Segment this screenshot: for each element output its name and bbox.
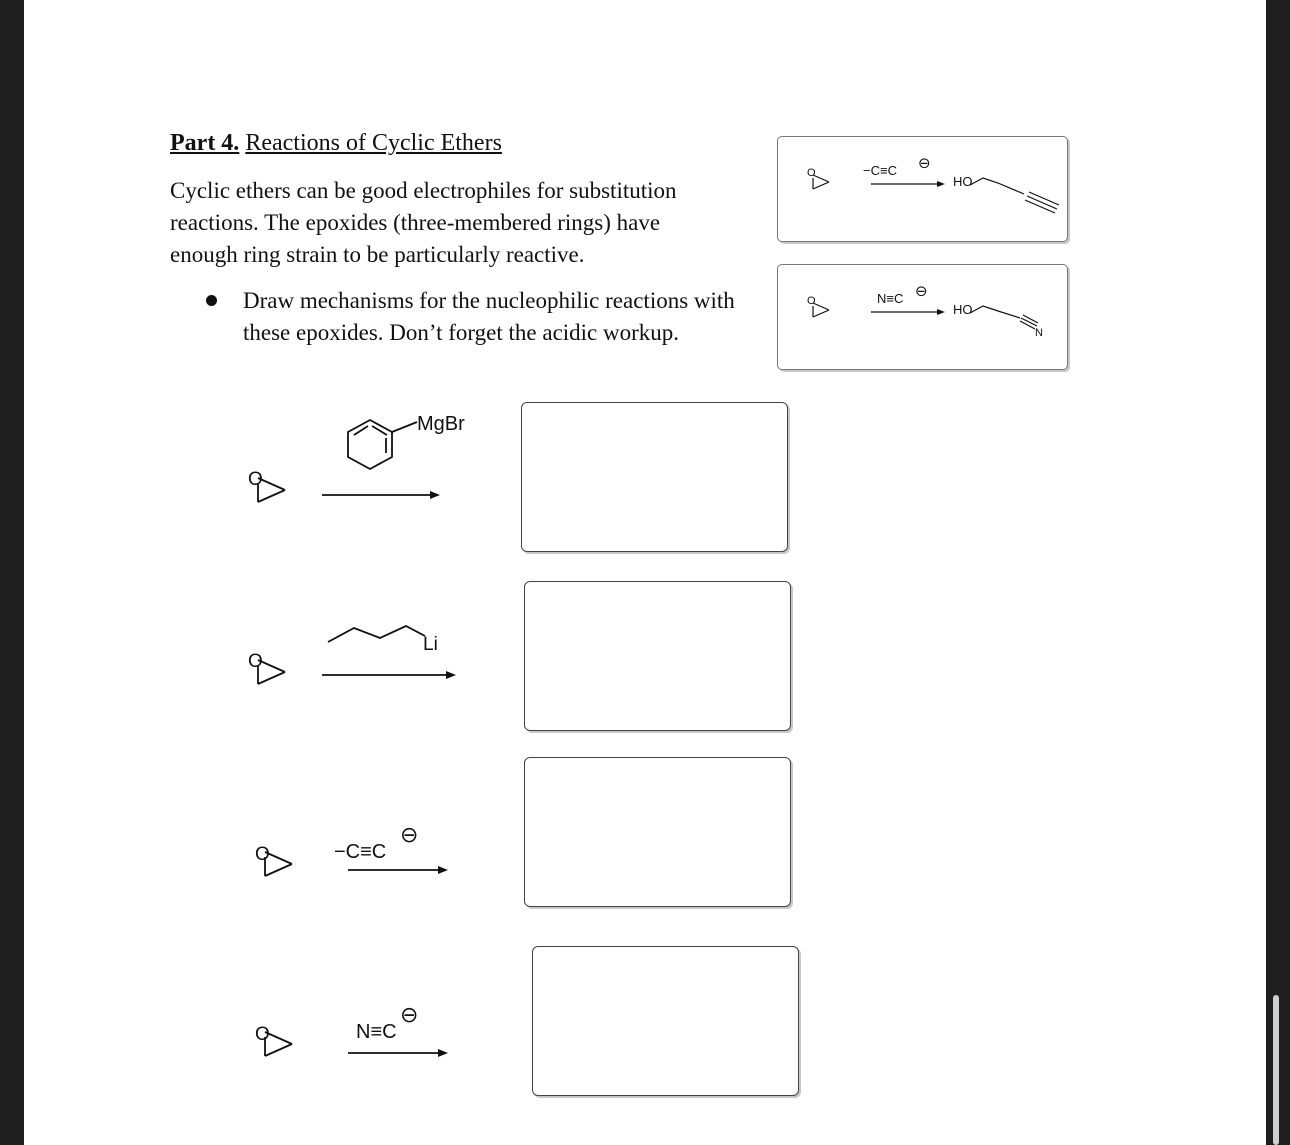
reaction-3-reagent: −C≡C bbox=[334, 841, 387, 863]
example-2-product-label: HO bbox=[953, 302, 973, 317]
answer-box-3[interactable] bbox=[524, 757, 791, 907]
reaction-4-charge: ⊖ bbox=[400, 1002, 419, 1027]
intro-paragraph: Cyclic ethers can be good electrophiles for substitution reactions. The epoxides (three-membered rings) have enough ring strain to be particularly reactive. bbox=[170, 178, 677, 267]
arrow-head bbox=[446, 671, 456, 679]
example-1-product-label: HO bbox=[953, 174, 973, 189]
reaction-3-charge: ⊖ bbox=[400, 822, 419, 847]
epoxide-oxygen-label: O bbox=[248, 651, 263, 672]
example-1-charge: ⊖ bbox=[918, 155, 931, 172]
reaction-1-reagent: MgBr bbox=[417, 413, 465, 435]
epoxide-oxygen-label: O bbox=[248, 469, 263, 490]
bullet-dot bbox=[206, 295, 217, 306]
reaction-4-scheme bbox=[230, 995, 510, 1105]
reaction-2-scheme bbox=[230, 610, 510, 720]
heading-number: Part 4. bbox=[170, 130, 240, 156]
epoxide-oxygen-label: O bbox=[807, 167, 816, 179]
arrow-head bbox=[438, 866, 448, 874]
benzene-ring bbox=[348, 420, 417, 469]
epoxide-oxygen-label: O bbox=[255, 1024, 270, 1045]
reaction-1-scheme bbox=[230, 405, 510, 515]
example-1-reagent: −C≡C bbox=[863, 163, 897, 178]
example-2-scheme bbox=[777, 264, 1067, 369]
arrow-head bbox=[937, 309, 945, 315]
answer-box-4[interactable] bbox=[532, 946, 799, 1096]
arrow-head bbox=[430, 491, 440, 499]
example-2-reagent: N≡C bbox=[877, 291, 904, 306]
instruction-bullet: Draw mechanisms for the nucleophilic reactions with these epoxides. Don’t forget the acidic workup. bbox=[243, 288, 735, 345]
reaction-4-reagent: N≡C bbox=[356, 1021, 397, 1043]
nitrile-chain bbox=[970, 306, 1038, 329]
arrow-head bbox=[438, 1049, 448, 1057]
example-1-scheme bbox=[777, 136, 1067, 241]
scrollbar[interactable] bbox=[1273, 995, 1279, 1145]
epoxide-oxygen-label: O bbox=[807, 295, 816, 307]
answer-box-1[interactable] bbox=[521, 402, 788, 552]
reaction-3-scheme bbox=[230, 815, 510, 925]
epoxide-oxygen-label: O bbox=[255, 844, 270, 865]
reaction-2-reagent: Li bbox=[423, 634, 438, 655]
answer-box-2[interactable] bbox=[524, 581, 791, 731]
example-2-charge: ⊖ bbox=[915, 283, 928, 300]
butyl-chain bbox=[328, 626, 425, 642]
section-heading bbox=[170, 130, 502, 157]
arrow-head bbox=[937, 181, 945, 187]
nitrile-nitrogen-label: N bbox=[1035, 327, 1043, 339]
heading-title: Reactions of Cyclic Ethers bbox=[245, 130, 502, 156]
alkyne-chain bbox=[970, 178, 1059, 213]
